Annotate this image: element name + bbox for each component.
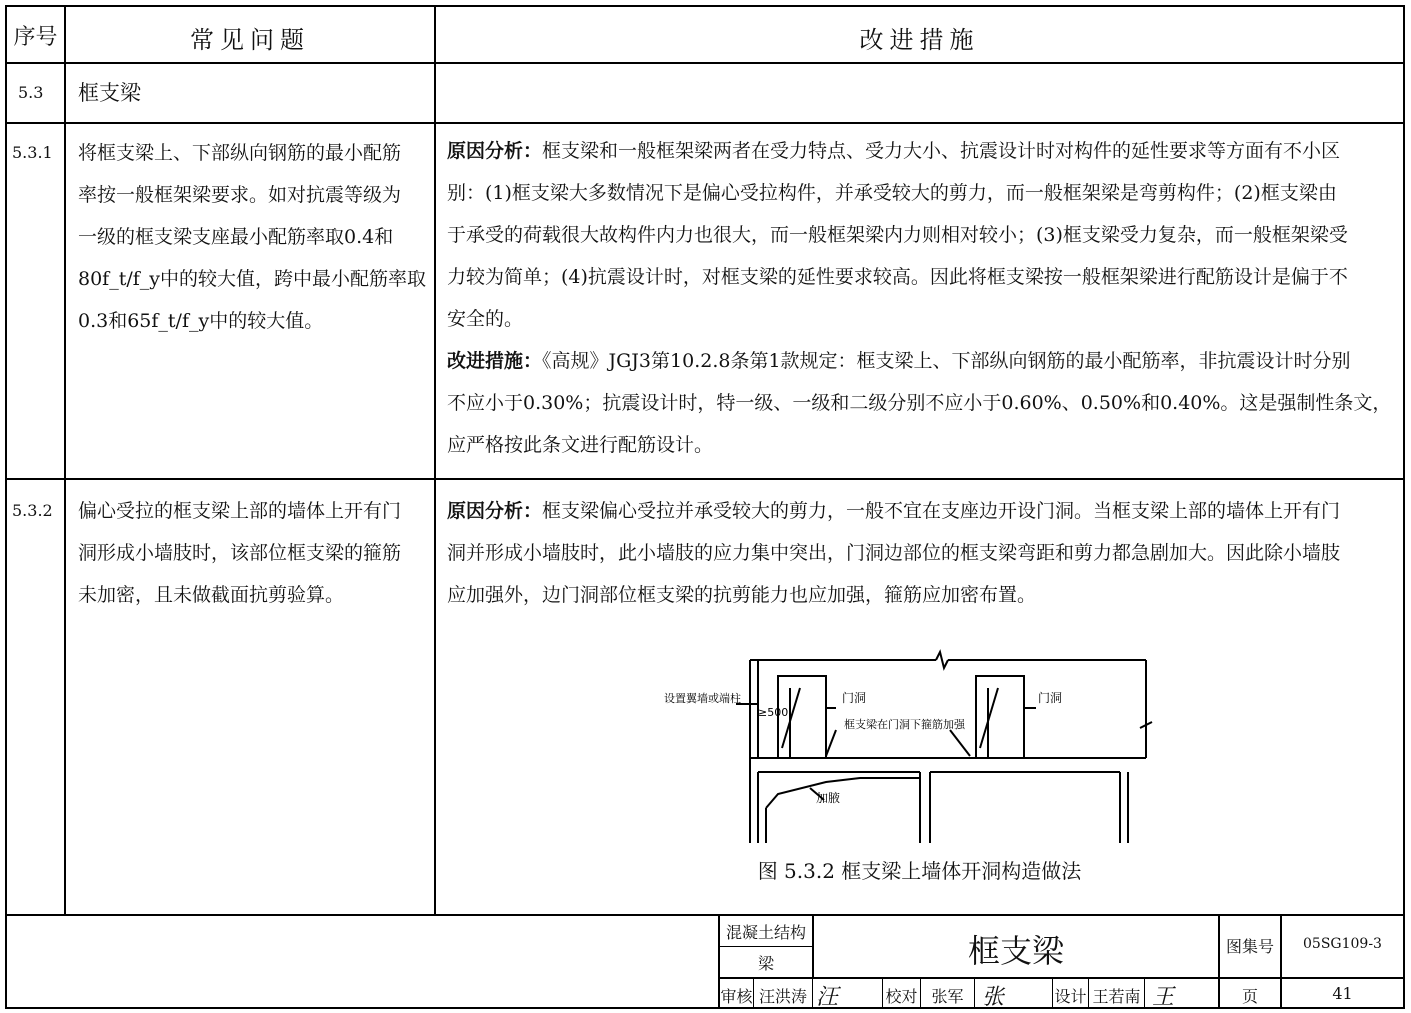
analysis-line: 应加强外，边门洞部位框支梁的抗剪能力也应加强，箍筋应加密布置。 <box>447 584 1037 606</box>
row-531-measures <box>447 130 1392 466</box>
measure-label: 改进措施： <box>447 350 543 372</box>
problem-line: 偏心受拉的框支梁上部的墙体上开有门 <box>78 500 402 522</box>
row-line-header <box>5 62 1405 64</box>
tb-page-label: 页 <box>1241 987 1258 1006</box>
tb-div <box>1144 978 1145 1008</box>
row-531-no: 5.3.1 <box>12 143 53 162</box>
figure-label-500: ≥500 <box>758 706 789 719</box>
analysis-label: 原因分析： <box>447 140 543 162</box>
problem-line: 洞形成小墙肢时，该部位框支梁的箍筋 <box>78 542 402 564</box>
problem-line: 80f_t/f_y中的较大值，跨中最小配筋率取 <box>78 268 427 290</box>
row-532-problem <box>78 490 428 616</box>
problem-line: 0.3和65f_t/f_y中的较大值。 <box>78 310 324 332</box>
tb-category1: 混凝土结构 <box>725 923 806 942</box>
tb-design-label: 设计 <box>1054 987 1087 1006</box>
tb-category2: 梁 <box>757 954 774 973</box>
tb-check-signature: 张 <box>982 985 1005 1010</box>
frame-bottom <box>5 1007 1405 1009</box>
section-title: 框支梁 <box>78 81 141 105</box>
figure-label-door2: 门洞 <box>1038 691 1063 705</box>
tb-atlas-no: 05SG109-3 <box>1303 936 1382 952</box>
row-532-measures <box>447 490 1392 616</box>
figure-label-stirrup: 框支梁在门洞下箍筋加强 <box>844 718 965 731</box>
tb-page-no: 41 <box>1332 984 1353 1003</box>
problem-line: 将框支梁上、下部纵向钢筋的最小配筋 <box>78 142 402 164</box>
row-532-no: 5.3.2 <box>12 501 53 520</box>
row-line-531 <box>5 478 1405 480</box>
measure-line: 不应小于0.30%；抗震设计时，特一级、一级和二级分别不应小于0.60%、0.50%和0.40%。这是强制性条文， <box>447 392 1392 414</box>
tb-design-signature: 王 <box>1152 985 1175 1010</box>
figure-drawing <box>640 648 1180 848</box>
frame-left <box>5 5 7 1009</box>
col-line-1 <box>64 5 66 915</box>
tb-design-name: 王若南 <box>1092 987 1141 1006</box>
tb-div <box>974 978 975 1008</box>
section-no: 5.3 <box>18 83 44 102</box>
col-line-2 <box>434 5 436 915</box>
problem-line: 一级的框支梁支座最小配筋率取0.4和 <box>78 226 394 248</box>
tb-check-label: 校对 <box>885 987 918 1006</box>
figure-caption: 图 5.3.2 框支梁上墙体开洞构造做法 <box>757 859 1082 883</box>
analysis-line: 别：(1)框支梁大多数情况下是偏心受拉构件，并承受较大的剪力，而一般框架梁是弯剪构件；(2)框支梁由 <box>447 182 1337 204</box>
header-col-problem: 常见问题 <box>190 26 310 54</box>
figure-label-haunch: 加腋 <box>816 791 841 805</box>
tb-div <box>812 978 813 1008</box>
row-line-section <box>5 122 1405 124</box>
figure-label-wall: 设置翼墙或端柱 <box>664 692 741 705</box>
tb-review-name: 汪洪涛 <box>758 987 807 1006</box>
problem-line: 未加密，且未做截面抗剪验算。 <box>78 584 345 606</box>
header-col-measure: 改进措施 <box>859 26 980 54</box>
analysis-line: 于承受的荷载很大故构件内力也很大，而一般框架梁内力则相对较小；(3)框支梁受力复杂，而一般框架梁受 <box>447 224 1348 246</box>
tb-title: 框支梁 <box>967 932 1064 970</box>
tb-atlas-label: 图集号 <box>1225 937 1274 956</box>
analysis-line: 力较为简单；(4)抗震设计时，对框支梁的延性要求较高。因此将框支梁按一般框架梁进行配筋设计是偏于不 <box>447 266 1348 288</box>
frame-right <box>1403 5 1405 1009</box>
tb-check-name: 张军 <box>931 987 964 1006</box>
tb-review-signature: 汪 <box>816 985 839 1010</box>
analysis-line: 洞并形成小墙肢时，此小墙肢的应力集中突出，门洞边部位的框支梁弯距和剪力都急剧加大。因此除小墙肢 <box>447 542 1341 564</box>
header-col-no: 序号 <box>13 25 58 50</box>
tb-bottom-row <box>718 977 1404 979</box>
measure-line: 应严格按此条文进行配筋设计。 <box>447 434 714 456</box>
analysis-label: 原因分析： <box>447 500 543 522</box>
analysis-line: 框支梁和一般框架梁两者在受力特点、受力大小、抗震设计时对构件的延性要求等方面有不小区 <box>542 140 1341 162</box>
row-531-problem <box>78 132 428 342</box>
measure-line: 《高规》JGJ3第10.2.8条第1款规定：框支梁上、下部纵向钢筋的最小配筋率，非抗震设计时分别 <box>542 350 1351 372</box>
problem-line: 率按一般框架梁要求。如对抗震等级为 <box>78 184 402 206</box>
tb-cat-mid <box>718 946 814 947</box>
figure-label-door1: 门洞 <box>842 691 867 705</box>
tb-review-label: 审核 <box>720 987 753 1006</box>
analysis-line: 框支梁偏心受拉并承受较大的剪力，一般不宜在支座边开设门洞。当框支梁上部的墙体上开有门 <box>542 500 1341 522</box>
row-line-532 <box>5 914 1405 916</box>
frame-top <box>5 5 1405 7</box>
analysis-line: 安全的。 <box>447 308 524 330</box>
